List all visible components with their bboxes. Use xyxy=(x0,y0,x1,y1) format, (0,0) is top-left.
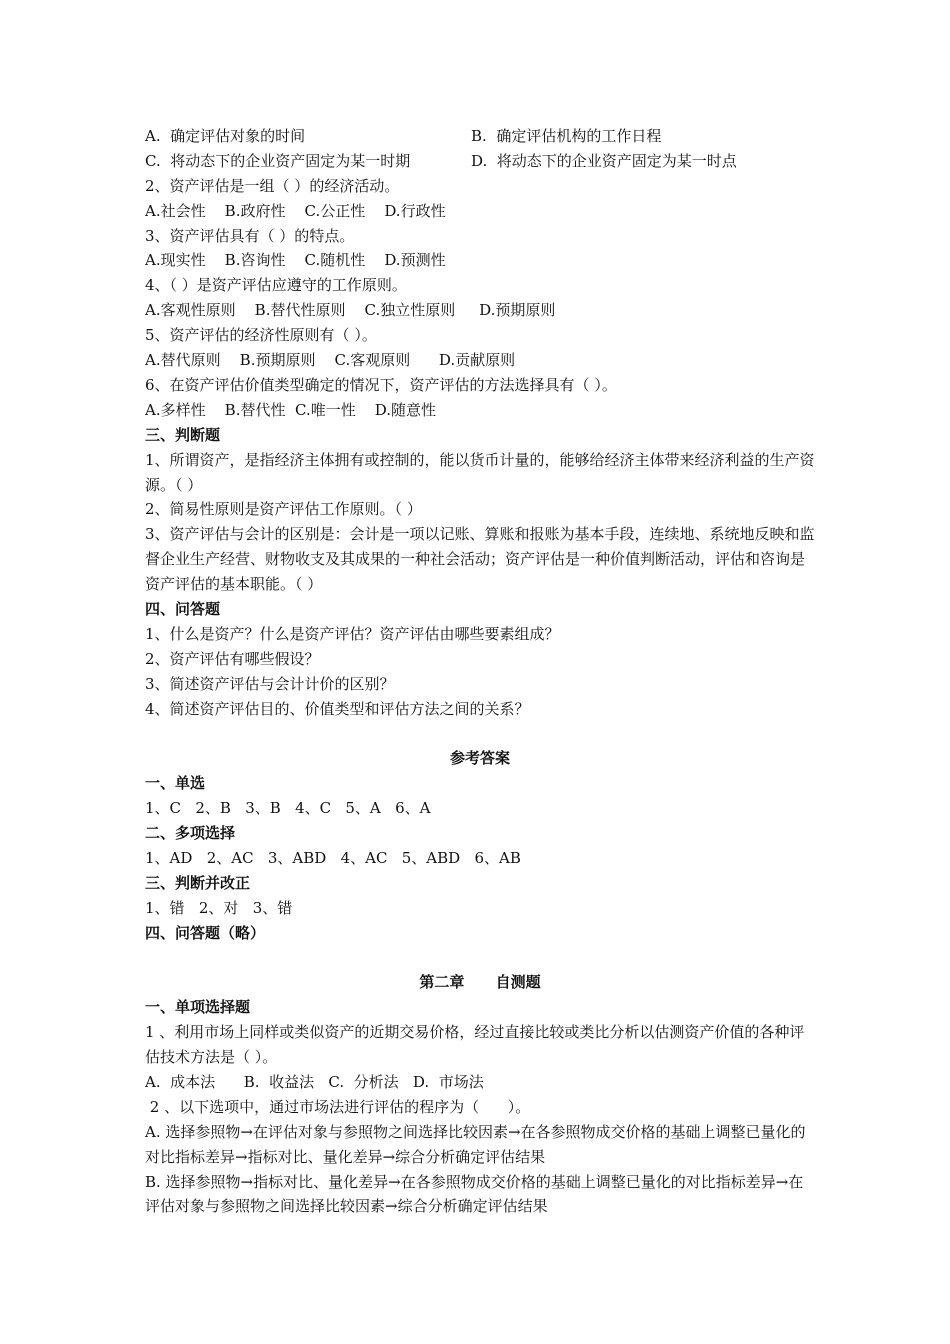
judge-item-2: 2、简易性原则是资产评估工作原则。（ ） xyxy=(145,500,422,519)
answers-heading-judge: 三、判断并改正 xyxy=(145,873,251,892)
q1-option-c: C. 将动态下的企业资产固定为某一时期 xyxy=(145,151,411,170)
q1-option-d: D. 将动态下的企业资产固定为某一时点 xyxy=(471,151,737,170)
chapter2-q2: 2 、以下选项中，通过市场法进行评估的程序为（ ）。 xyxy=(145,1097,531,1116)
multi-q6-options: A.多样性 B.替代性 C.唯一性 D.随意性 xyxy=(145,400,437,419)
chapter2-heading: 一、单项选择题 xyxy=(145,998,251,1017)
q1-options-row-2 xyxy=(145,149,815,174)
answers-multi: 1、AD 2、AC 3、ABD 4、AC 5、ABD 6、AB xyxy=(145,848,521,867)
answers-heading-qa: 四、问答题（略） xyxy=(145,923,266,942)
multi-q6: 6、在资产评估价值类型确定的情况下，资产评估的方法选择具有（ ）。 xyxy=(145,375,617,394)
judge-heading: 三、判断题 xyxy=(145,425,221,444)
answers-heading-single: 一、单选 xyxy=(145,774,206,793)
multi-q5: 5、资产评估的经济性原则有（ ）。 xyxy=(145,326,377,345)
multi-q3-options: A.现实性 B.咨询性 C.随机性 D.预测性 xyxy=(145,251,446,270)
judge-item-1: 1、所谓资产，是指经济主体拥有或控制的，能以货币计量的，能够给经济主体带来经济利益的生产资源。（ ） xyxy=(145,450,815,494)
chapter2-title: 第二章 自测题 xyxy=(419,973,541,992)
qa-item-4: 4、简述资产评估目的、价值类型和评估方法之间的关系？ xyxy=(145,699,530,718)
answers-single: 1、C 2、B 3、B 4、C 5、A 6、A xyxy=(145,799,431,818)
chapter2-q2-option-b: B. 选择参照物→指标对比、量化差异→在各参照物成交价格的基础上调整已量化的对比指标差异→在评估对象与参照物之间选择比较因素→综合分析确定评估结果 xyxy=(145,1172,804,1216)
answers-title: 参考答案 xyxy=(449,749,510,768)
qa-item-1: 1、什么是资产？什么是资产评估？资产评估由哪些要素组成？ xyxy=(145,624,560,643)
multi-q2: 2、资产评估是一组（ ）的经济活动。 xyxy=(145,176,400,195)
multi-q3: 3、资产评估具有（ ）的特点。 xyxy=(145,226,355,245)
answers-heading-multi: 二、多项选择 xyxy=(145,824,236,843)
qa-heading: 四、问答题 xyxy=(145,600,221,619)
document-page xyxy=(145,124,815,1219)
q1-options-row-1 xyxy=(145,124,815,149)
multi-q4: 4、（ ）是资产评估应遵守的工作原则。 xyxy=(145,276,407,295)
q1-option-a: A. 确定评估对象的时间 xyxy=(145,127,306,145)
qa-item-3: 3、简述资产评估与会计计价的区别？ xyxy=(145,674,395,693)
multi-q5-options: A.替代原则 B.预期原则 C.客观原则 D.贡献原则 xyxy=(145,351,516,370)
judge-item-3: 3、资产评估与会计的区别是：会计是一项以记账、算账和报账为基本手段，连续地、系统地反映和监督企业生产经营、财物收支及其成果的一种社会活动；资产评估是一种价值判断活动，评估和咨询是资产评估的基本职能。（ ） xyxy=(145,525,815,594)
q1-option-b: B. 确定评估机构的工作日程 xyxy=(471,127,662,145)
chapter2-q1-options: A. 成本法 B. 收益法 C. 分析法 D. 市场法 xyxy=(145,1072,484,1091)
qa-item-2: 2、资产评估有哪些假设？ xyxy=(145,649,320,668)
multi-q4-options: A.客观性原则 B.替代性原则 C.独立性原则 D.预期原则 xyxy=(145,301,556,320)
chapter2-q1: 1 、利用市场上同样或类似资产的近期交易价格，经过直接比较或类比分析以估测资产价值的各种评估技术方法是（ ）。 xyxy=(145,1023,805,1067)
multi-q2-options: A.社会性 B.政府性 C.公正性 D.行政性 xyxy=(145,201,446,220)
chapter2-q2-option-a: A. 选择参照物→在评估对象与参照物之间选择比较因素→在各参照物成交价格的基础上调整已量化的对比指标差异→指标对比、量化差异→综合分析确定评估结果 xyxy=(145,1122,806,1166)
answers-judge: 1、错 2、对 3、错 xyxy=(145,898,293,917)
